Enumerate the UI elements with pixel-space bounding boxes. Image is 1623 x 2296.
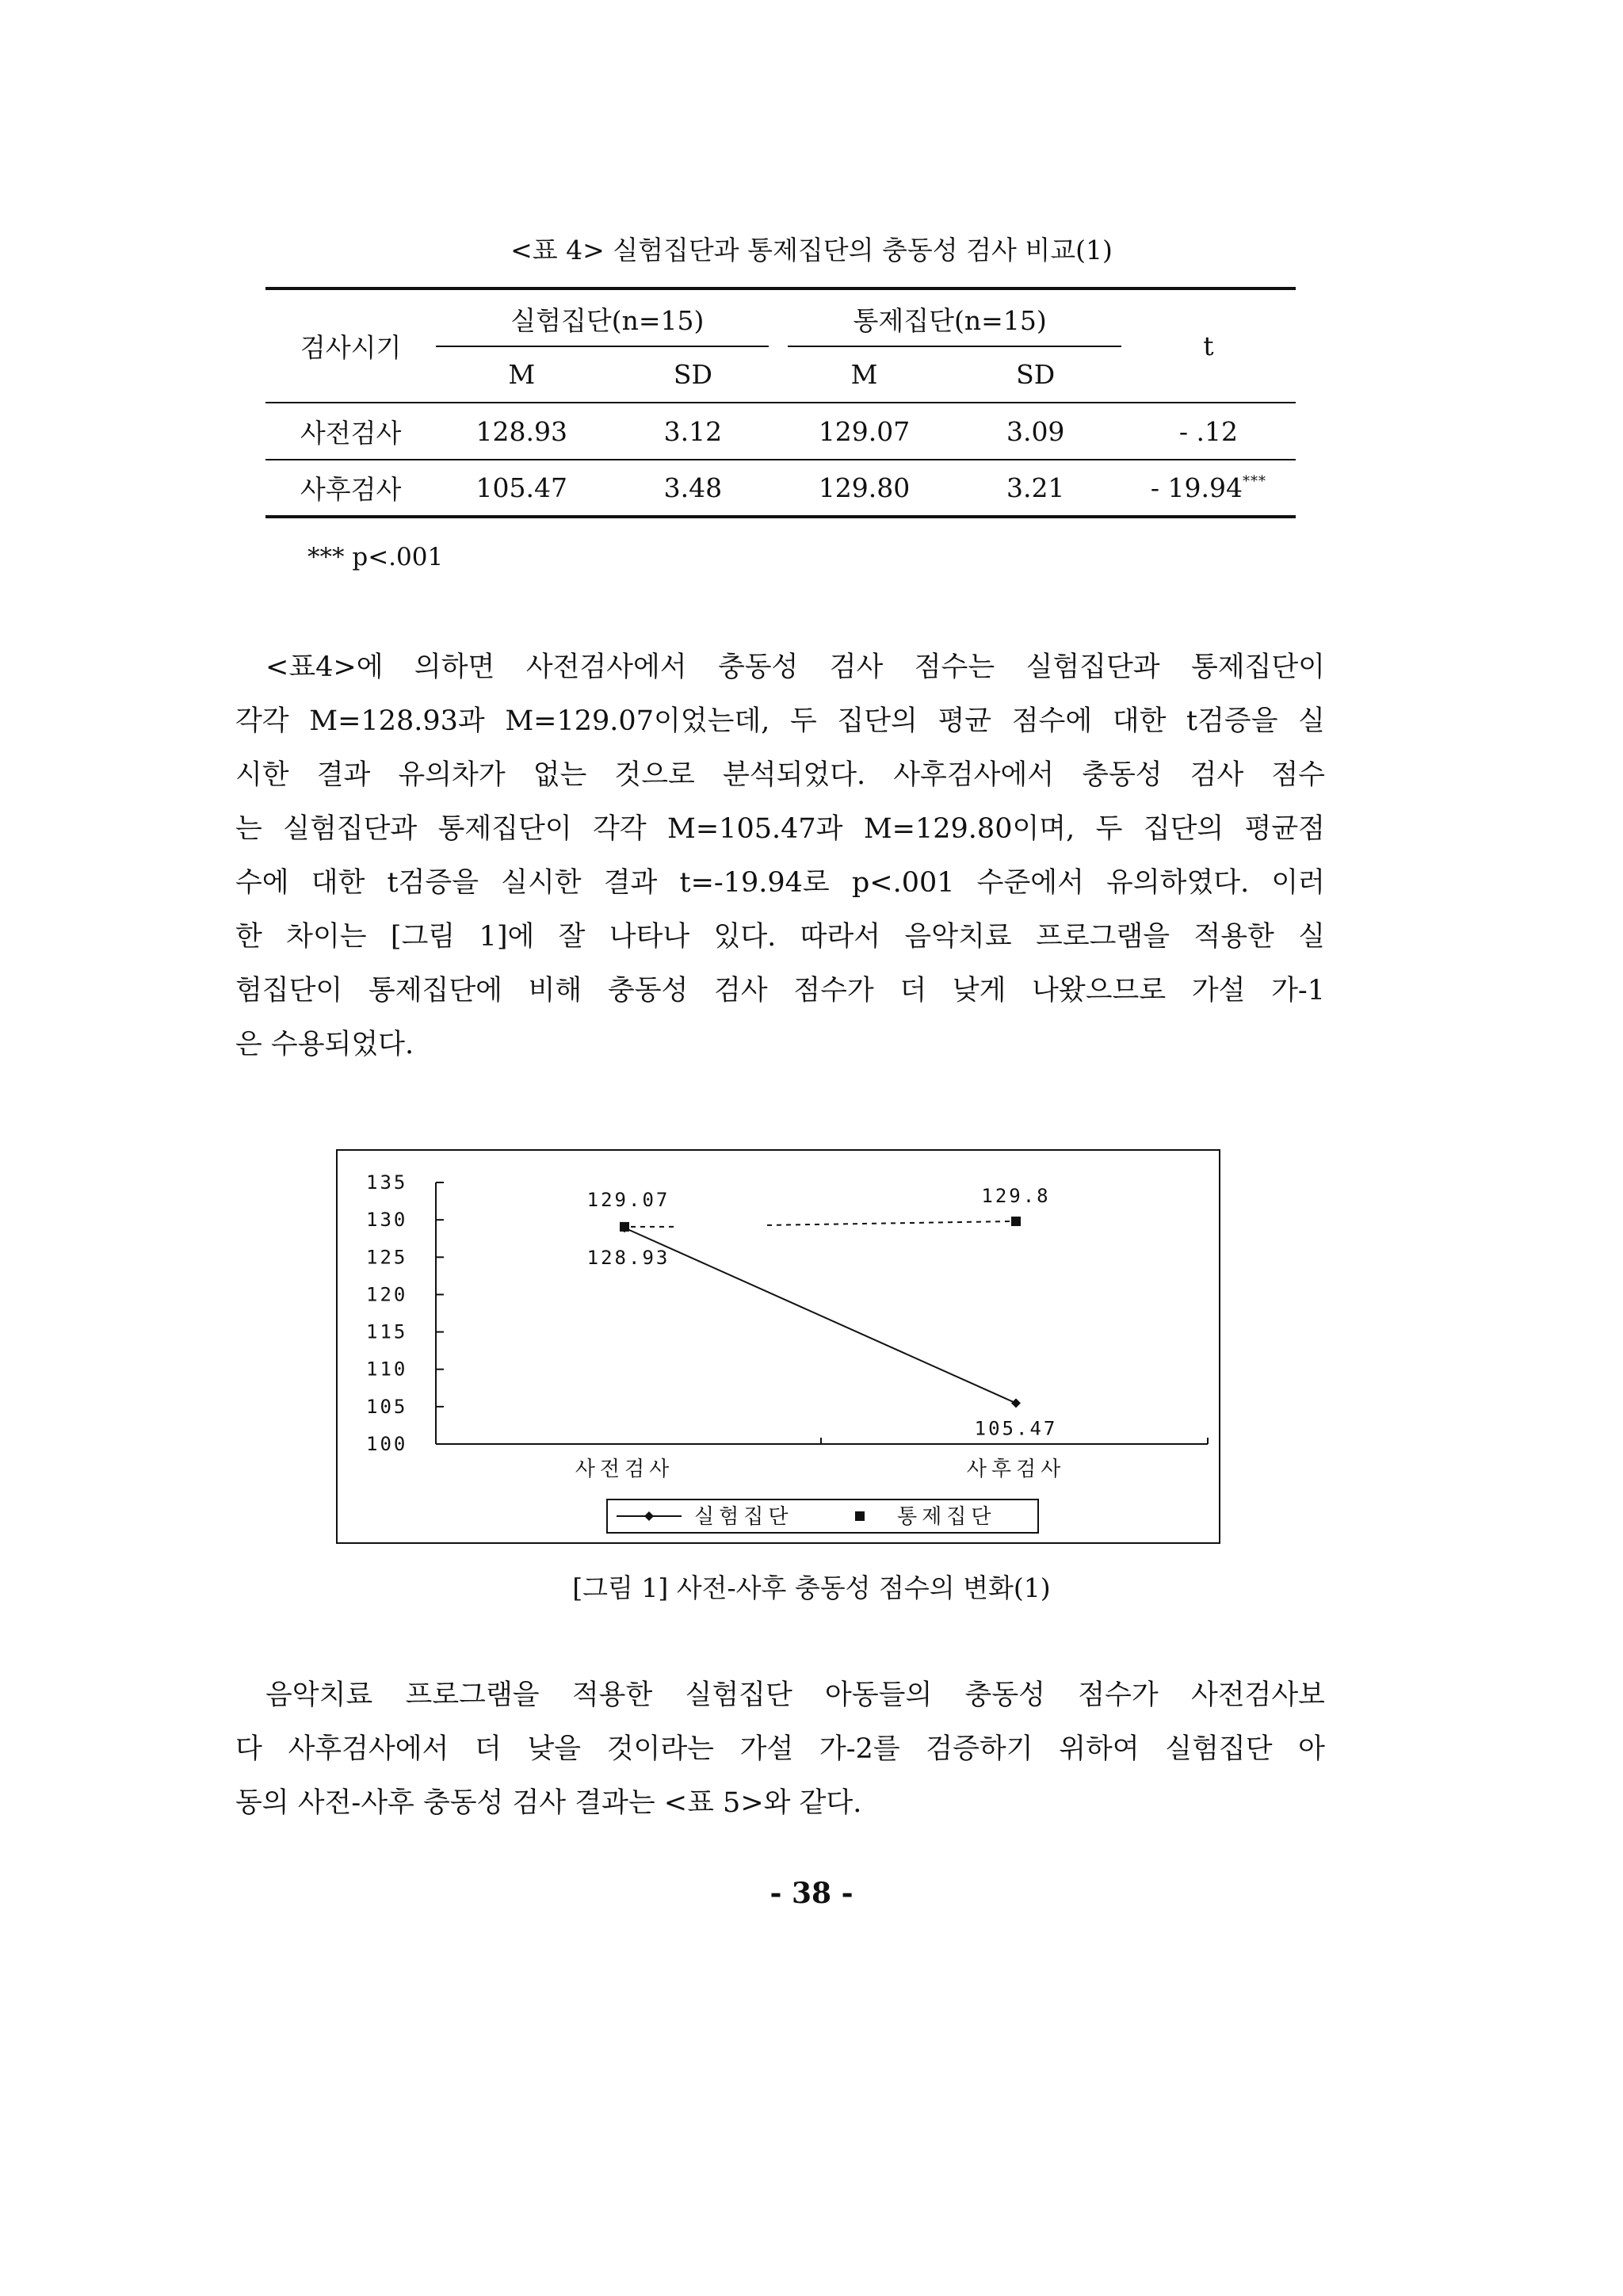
series-line-control: [767, 1221, 1010, 1225]
table-note: *** p<.001: [307, 543, 444, 571]
figure-caption: [그림 1] 사전-사후 충동성 점수의 변화(1): [572, 1572, 1051, 1603]
legend-label-experimental: 실험집단: [694, 1505, 793, 1529]
text-line: 음악치료 프로그램을 적용한 실험집단 아동들의 충동성 점수가 사전검사보: [265, 1679, 1325, 1711]
line-chart: [338, 1151, 1219, 1542]
text-line: 시한 결과 유의차가 없는 것으로 분석되었다. 사후검사에서 충동성 검사 점수: [235, 759, 1325, 791]
sub-header-sd2: SD: [950, 347, 1121, 403]
group2-header: [778, 288, 1121, 347]
row-header: 검사시기: [265, 288, 436, 403]
x-tick-label: 사전검사: [575, 1457, 674, 1481]
page-number: - 38 -: [769, 1877, 854, 1910]
row-label: 사전검사: [265, 403, 436, 460]
data-label-control: 129.07: [586, 1188, 670, 1211]
point-control: [620, 1222, 629, 1232]
t-value: - .12: [1178, 415, 1238, 447]
point-experimental: [1011, 1398, 1021, 1408]
sub-header-sd1: SD: [607, 347, 778, 403]
series-line-experimental: [624, 1228, 1016, 1403]
table-row: [265, 403, 1296, 460]
cell-m1: 128.93: [436, 403, 607, 460]
y-tick-label: 130: [366, 1209, 408, 1232]
data-label-control: 129.8: [981, 1185, 1051, 1208]
y-tick-label: 100: [366, 1433, 408, 1455]
text-line: 동의 사전-사후 충동성 검사 결과는 <표 5>와 같다.: [235, 1787, 862, 1819]
group2-label: 통제집단(n=15): [853, 304, 1047, 336]
sub-header-m2: M: [778, 347, 949, 403]
text-line: 수에 대한 t검증을 실시한 결과 t=-19.94로 p<.001 수준에서 유의하였다. 이러: [235, 867, 1325, 899]
y-tick-label: 125: [366, 1246, 408, 1269]
cell-t: [1121, 403, 1296, 460]
table-caption: <표 4> 실험집단과 통제집단의 충동성 검사 비교(1): [510, 235, 1113, 266]
text-line: 험집단이 통제집단에 비해 충동성 검사 점수가 더 낮게 나왔으므로 가설 가-1: [235, 975, 1325, 1007]
cell-m2: 129.07: [778, 403, 949, 460]
group1-label: 실험집단(n=15): [510, 304, 705, 336]
cell-sd2: 3.09: [950, 403, 1121, 460]
data-label-experimental: 105.47: [974, 1417, 1058, 1440]
legend-label-control: 통제집단: [897, 1505, 996, 1529]
cell-sd1: 3.48: [607, 460, 778, 517]
cell-t: [1121, 460, 1296, 517]
text-line: <표4>에 의하면 사전검사에서 충동성 검사 점수는 실험집단과 통제집단이: [265, 651, 1325, 683]
text-line: 한 차이는 [그림 1]에 잘 나타나 있다. 따라서 음악치료 프로그램을 적용한 실: [235, 921, 1325, 953]
paragraph-1: [235, 640, 1325, 1072]
text-line: 다 사후검사에서 더 낮을 것이라는 가설 가-2를 검증하기 위하여 실험집단 아: [235, 1733, 1325, 1765]
cell-m1: 105.47: [436, 460, 607, 517]
x-tick-label: 사후검사: [966, 1457, 1066, 1481]
comparison-table: [265, 287, 1296, 518]
t-value: - 19.94: [1150, 472, 1243, 503]
table-row: [265, 460, 1296, 517]
text-line: 은 수용되었다.: [235, 1029, 414, 1060]
cell-sd2: 3.21: [950, 460, 1121, 517]
data-label-experimental: 128.93: [586, 1247, 670, 1270]
group1-header: [436, 288, 778, 347]
y-tick-label: 110: [366, 1358, 408, 1381]
cell-m2: 129.80: [778, 460, 949, 517]
figure-frame: [336, 1149, 1220, 1544]
cell-sd1: 3.12: [607, 403, 778, 460]
t-header: t: [1121, 288, 1296, 403]
legend-marker-experimental: [644, 1511, 654, 1521]
y-tick-label: 115: [366, 1320, 408, 1343]
sub-header-m1: M: [436, 347, 607, 403]
significance-mark: ***: [1242, 473, 1266, 490]
y-tick-label: 135: [366, 1171, 408, 1194]
legend-marker-control: [855, 1511, 865, 1521]
point-control: [1011, 1217, 1021, 1226]
text-line: 각각 M=128.93과 M=129.07이었는데, 두 집단의 평균 점수에 대한 t검증을 실: [235, 705, 1325, 737]
y-tick-label: 120: [366, 1283, 408, 1306]
y-tick-label: 105: [366, 1395, 408, 1418]
paragraph-2: [235, 1668, 1325, 1830]
text-line: 는 실험집단과 통제집단이 각각 M=105.47과 M=129.80이며, 두 집단의 평균점: [235, 813, 1325, 845]
row-label: 사후검사: [265, 460, 436, 517]
